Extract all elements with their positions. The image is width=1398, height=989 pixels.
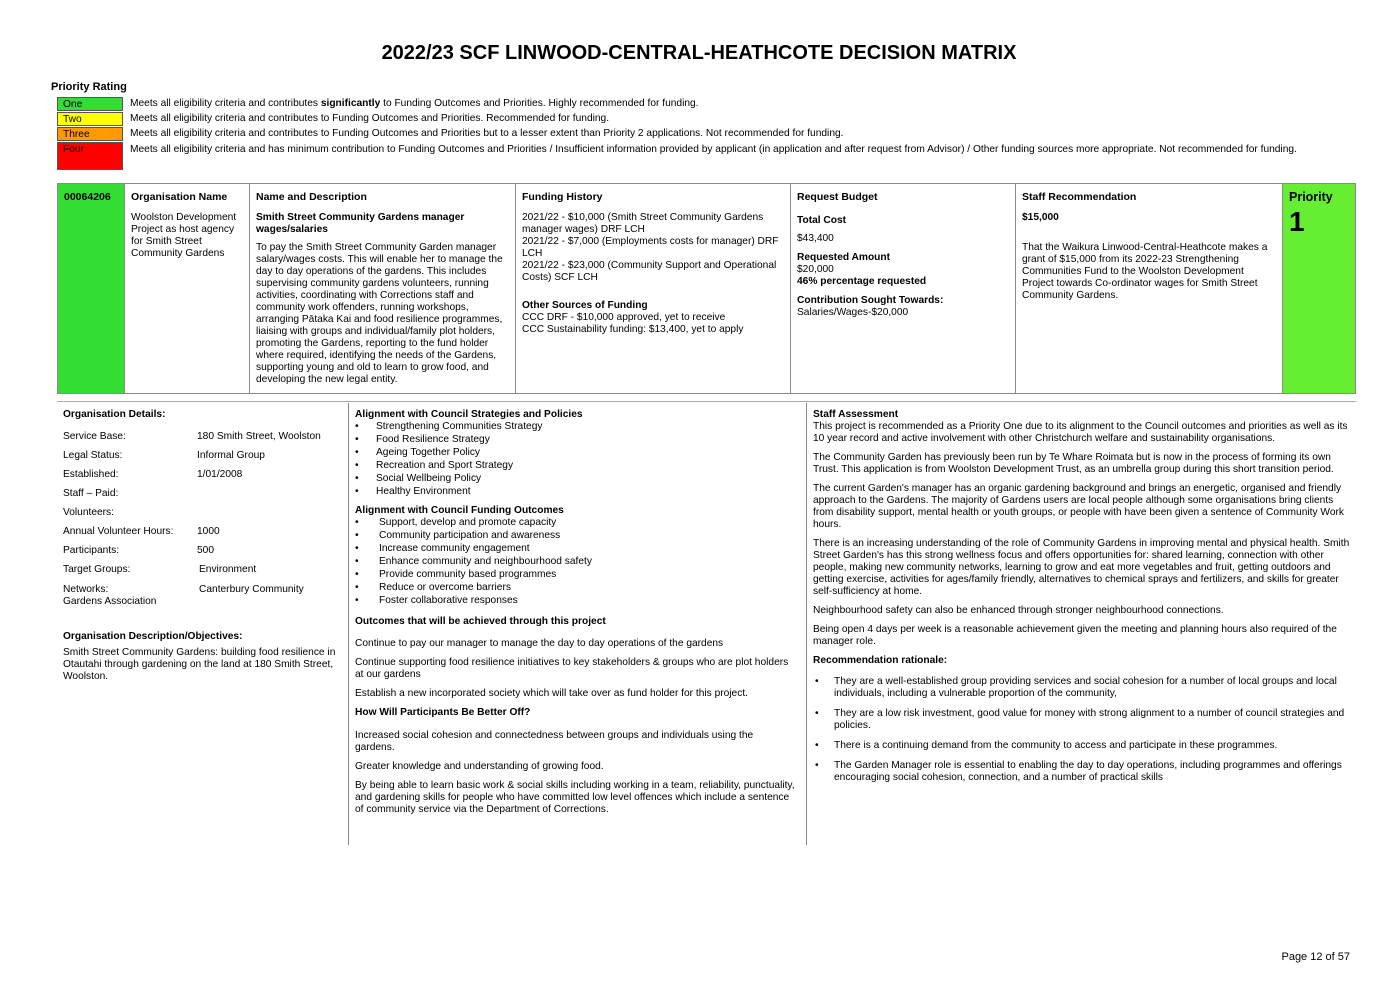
better-off-item: By being able to learn basic work & social skills including working in a team, reliability, punctuality, and gardening skills for people who have committed low level offences which include a sentence of community service via the Department of Corrections.	[355, 779, 795, 815]
priority-swatch-one: One	[57, 97, 123, 111]
better-off-heading: How Will Participants Be Better Off?	[355, 706, 531, 718]
outcomes-list	[355, 517, 795, 607]
detail-value: Canterbury Community	[199, 584, 304, 595]
outcome-item: • Reduce or overcome barriers	[355, 582, 795, 595]
assessment-paragraph: The Community Garden has previously been run by Te Whare Roimata but is now in the process of forming its own Trust. This application is from Woolston Development Trust, as an umbrella group during this short transition period.	[813, 452, 1334, 475]
column-divider	[348, 403, 349, 845]
priority-cell	[1283, 184, 1355, 393]
better-off-item: Increased social cohesion and connectedness between groups and individuals using the gardens.	[355, 729, 754, 753]
detail-value: 1000	[197, 526, 220, 537]
staff-recommendation-text: That the Waikura Linwood-Central-Heathcote makes a grant of $15,000 from its 2022-23 Strengthening Communities Fund to the Woolston Development Project towards Co-ordinator wages for Smith Street Community Gardens.	[1022, 242, 1268, 301]
section-divider	[57, 401, 1356, 402]
org-name-header: Organisation Name	[131, 191, 228, 203]
detail-value: Informal Group	[197, 450, 265, 461]
detail-value: 500	[197, 545, 214, 556]
outcome-item: • Provide community based programmes	[355, 569, 795, 582]
total-cost-value: $43,400	[797, 233, 834, 244]
staff-assessment-heading: Staff Assessment	[813, 409, 899, 420]
detail-label: Established:	[63, 469, 119, 480]
detail-label: Service Base:	[63, 431, 126, 442]
project-title: Smith Street Community Gardens manager wages/salaries	[256, 212, 465, 235]
other-source-item: CCC DRF - $10,000 approved, yet to receive	[522, 312, 726, 323]
rationale-heading: Recommendation rationale:	[813, 655, 948, 666]
outcome-item: • Enhance community and neighbourhood safety	[355, 556, 795, 569]
outcome-item: • Foster collaborative responses	[355, 595, 795, 608]
strategies-list	[355, 421, 795, 498]
org-description: Smith Street Community Gardens: building food resilience in Otautahi through gardening on the land at 180 Smith Street, Woolston.	[63, 647, 336, 682]
priority-desc-one: Meets all eligibility criteria and contributes significantly to Funding Outcomes and Priorities. Highly recommended for funding.	[130, 98, 699, 109]
alignment-panel	[355, 409, 795, 823]
percentage-requested: 46% percentage requested	[797, 276, 927, 287]
detail-label: Staff – Paid:	[63, 488, 119, 499]
assessment-paragraph: The current Garden's manager has an organic gardening background and brings an energetic, organised and friendly approach to the Gardens. The majority of Gardens users are local people although some organisations bring clients from disability support, mental health or youth groups, or people with have been given a sentence of Community Work hours.	[813, 483, 1344, 530]
rationale-item: • They are a low risk investment, good value for money with strong alignment to a number of council strategies and policies.	[813, 708, 1351, 732]
detail-label: Annual Volunteer Hours:	[63, 526, 174, 537]
assessment-paragraph: Neighbourhood safety can also be enhanced through stronger neighbourhood connections.	[813, 605, 1224, 616]
funding-history-item: 2021/22 - $10,000 (Smith Street Community Gardens manager wages) DRF LCH	[522, 212, 764, 235]
funding-history-item: 2021/22 - $23,000 (Community Support and Operational Costs) SCF LCH	[522, 260, 777, 283]
org-details-heading: Organisation Details:	[63, 409, 166, 420]
application-id-cell	[58, 184, 125, 393]
description-header: Name and Description	[256, 191, 367, 203]
staff-recommendation-header: Staff Recommendation	[1022, 191, 1137, 203]
assessment-paragraph: Being open 4 days per week is a reasonable achievement given the meeting and planning hours also required of the manager role.	[813, 624, 1337, 647]
page-title: 2022/23 SCF LINWOOD-CENTRAL-HEATHCOTE DECISION MATRIX	[381, 42, 1017, 64]
outcome-item: • Increase community engagement	[355, 543, 795, 556]
detail-value: 1/01/2008	[197, 469, 243, 480]
achieved-heading: Outcomes that will be achieved through this project	[355, 615, 606, 627]
detail-label: Target Groups:	[63, 564, 131, 575]
strategy-item: • Healthy Environment	[355, 486, 795, 499]
strategy-item: • Ageing Together Policy	[355, 447, 795, 460]
networks-continued: Gardens Association	[63, 596, 157, 607]
detail-label: Volunteers:	[63, 507, 114, 518]
priority-desc-four: Meets all eligibility criteria and has minimum contribution to Funding Outcomes and Priorities / Insufficient information provided by applicant (in application and after request from Advisor) / Other funding sources more appropriate. Not recommended for funding.	[130, 144, 1297, 155]
rationale-list	[813, 676, 1351, 784]
application-id: 00064206	[64, 191, 111, 203]
strategy-item: • Strengthening Communities Strategy	[355, 421, 795, 434]
detail-label: Legal Status:	[63, 450, 123, 461]
priority-swatch-four: Four	[57, 142, 123, 170]
description-cell	[250, 184, 516, 393]
strategy-item: • Social Wellbeing Policy	[355, 473, 795, 486]
org-name-cell	[125, 184, 250, 393]
strategies-heading: Alignment with Council Strategies and Policies	[355, 409, 583, 420]
decision-matrix-table	[57, 183, 1356, 394]
request-budget-cell	[791, 184, 1016, 393]
rationale-item: • There is a continuing demand from the community to access and participate in these programmes.	[813, 740, 1351, 752]
assessment-paragraph: There is an increasing understanding of the role of Community Gardens in improving mental and physical health. Smith Street Garden's has this strong wellness focus and offers opportunities for: shared learning, connection with other people, making new community networks, learning to grow and eat more vegetables and fruit, getting outdoors and getting exercise, activities for ages/family friendly, alternatives to chemical sprays and fertilizers, and skills for greater self-sufficiency at home.	[813, 538, 1350, 597]
assessment-paragraph: This project is recommended as a Priority One due to its alignment to the Council outcomes and priorities as well as its 10 year record and active involvement with other Christchurch welfare and sustainability organisations.	[813, 421, 1348, 444]
strategy-item: • Food Resilience Strategy	[355, 434, 795, 447]
rationale-item: • They are a well-established group providing services and social cohesion for a number of local groups and local individuals, including a vulnerable proportion of the community,	[813, 676, 1351, 700]
staff-assessment-panel	[813, 409, 1351, 792]
org-description-heading: Organisation Description/Objectives:	[63, 631, 243, 642]
other-sources-header: Other Sources of Funding	[522, 300, 648, 311]
page-number: Page 12 of 57	[1281, 951, 1350, 963]
priority-rating-heading: Priority Rating	[51, 81, 127, 93]
org-details-panel	[63, 409, 341, 709]
outcome-item: • Support, develop and promote capacity	[355, 517, 795, 530]
outcome-item: • Community participation and awareness	[355, 530, 795, 543]
achieved-item: Continue to pay our manager to manage the day to day operations of the gardens	[355, 637, 724, 649]
contribution-value: Salaries/Wages-$20,000	[797, 307, 909, 318]
priority-header: Priority	[1289, 190, 1333, 204]
priority-swatch-two: Two	[57, 112, 123, 126]
staff-recommendation-cell	[1016, 184, 1283, 393]
outcomes-heading: Alignment with Council Funding Outcomes	[355, 505, 564, 517]
requested-amount-value: $20,000	[797, 264, 834, 275]
priority-value: 1	[1289, 206, 1305, 237]
org-name: Woolston Development Project as host agency for Smith Street Community Gardens	[131, 212, 237, 259]
achieved-item: Continue supporting food resilience initiatives to key stakeholders & groups who are plot holders at our gardens	[355, 656, 789, 680]
rationale-item: • The Garden Manager role is essential to enabling the day to day operations, including programmes and offerings encouraging social cohesion, connection, and a number of practical skills	[813, 760, 1351, 784]
detail-label: Networks:	[63, 584, 109, 595]
funding-history-cell	[516, 184, 791, 393]
funding-history-item: 2021/22 - $7,000 (Employments costs for manager) DRF LCH	[522, 236, 779, 259]
detail-value: 180 Smith Street, Woolston	[197, 431, 321, 442]
request-budget-header: Request Budget	[797, 191, 878, 203]
requested-amount-label: Requested Amount	[797, 252, 891, 263]
priority-swatch-three: Three	[57, 127, 123, 141]
priority-desc-two: Meets all eligibility criteria and contributes to Funding Outcomes and Priorities. Recommended for funding.	[130, 113, 610, 124]
priority-desc-three: Meets all eligibility criteria and contributes to Funding Outcomes and Priorities but to a lesser extent than Priority 2 applications. Not recommended for funding.	[130, 128, 844, 139]
detail-value: Environment	[199, 564, 257, 575]
better-off-item: Greater knowledge and understanding of growing food.	[355, 760, 604, 772]
detail-label: Participants:	[63, 545, 120, 556]
project-description: To pay the Smith Street Community Garden manager salary/wages costs. This will enable her to manage the day to day operations of the gardens. This includes supervising community gardens volunteers, running activities, coordinating with Corrections staff and community work offenders, running workshops, arranging Pātaka Kai and food resilience programmes, liaising with groups and individual/family plot holders, promoting the Gardens, reporting to the fund holder where required, identifying the needs of the Gardens, supporting young and old to learn to grow food, and developing the new legal entity.	[256, 242, 503, 385]
other-source-item: CCC Sustainability funding: $13,400, yet to apply	[522, 324, 744, 335]
strategy-item: • Recreation and Sport Strategy	[355, 460, 795, 473]
staff-recommendation-amount: $15,000	[1022, 212, 1059, 223]
funding-history-header: Funding History	[522, 191, 603, 203]
contribution-label: Contribution Sought Towards:	[797, 295, 944, 306]
column-divider	[806, 403, 807, 845]
total-cost-label: Total Cost	[797, 215, 847, 226]
achieved-item: Establish a new incorporated society which will take over as fund holder for this project.	[355, 687, 748, 699]
